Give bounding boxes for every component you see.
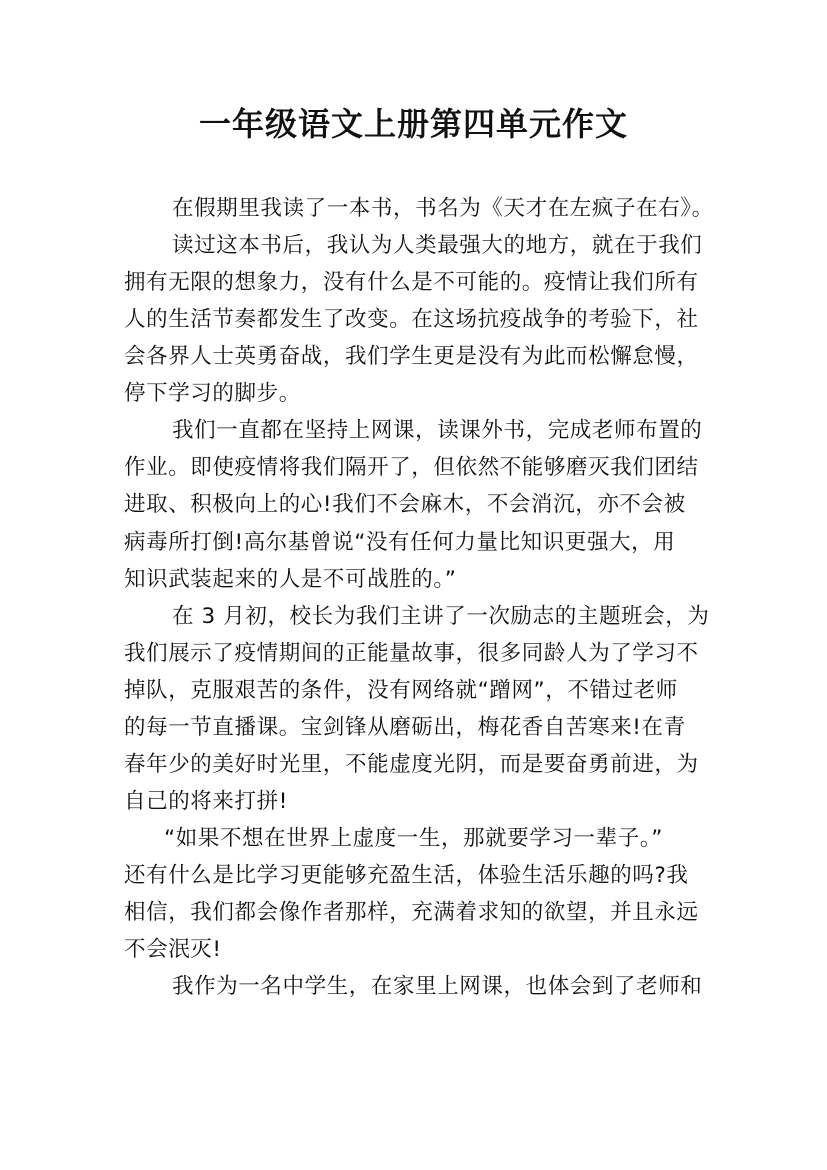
text-line: 掉队，克服艰苦的条件，没有网络就“蹭网”，不错过老师 <box>124 677 678 703</box>
text-line: 我们一直都在坚持上网课，读课外书，完成老师布置的 <box>172 418 703 444</box>
text-line: 在 3 月初，校长为我们主讲了一次励志的主题班会，为 <box>172 603 710 629</box>
text-line: 还有什么是比学习更能够充盈生活，体验生活乐趣的吗?我 <box>124 862 689 888</box>
text-line: 我们展示了疫情期间的正能量故事，很多同龄人为了学习不 <box>124 640 699 666</box>
text-line: 自己的将来打拼! <box>124 788 288 814</box>
text-line: 不会泯灭! <box>124 937 222 962</box>
text-line: 春年少的美好时光里，不能虚度光阴，而是要奋勇前进，为 <box>124 751 699 777</box>
text-line: 进取、积极向上的心!我们不会麻木，不会消沉，亦不会被 <box>124 492 686 518</box>
text-line: 读过这本书后，我认为人类最强大的地方，就在于我们 <box>172 233 703 259</box>
text-line: 人的生活节奏都发生了改变。在这场抗疫战争的考验下，社 <box>124 307 699 333</box>
text-line: 作业。即使疫情将我们隔开了，但依然不能够磨灭我们团结 <box>124 455 699 481</box>
text-line: 在假期里我读了一本书，书名为《天才在左疯子在右》。 <box>172 196 714 221</box>
text-line: 停下学习的脚步。 <box>124 381 301 407</box>
text-line: 病毒所打倒!高尔基曾说“没有任何力量比知识更强大，用 <box>124 529 676 555</box>
text-line: 我作为一名中学生，在家里上网课，也体会到了老师和 <box>172 974 703 999</box>
text-line: “如果不想在世界上虚度一生，那就要学习一辈子。” <box>164 825 663 851</box>
text-line: 知识武装起来的人是不可战胜的。” <box>124 566 457 592</box>
text-line: 拥有无限的想象力，没有什么是不可能的。疫情让我们所有 <box>124 270 699 296</box>
text-line: 会各界人士英勇奋战，我们学生更是没有为此而松懈怠慢， <box>124 344 699 370</box>
text-line: 相信，我们都会像作者那样，充满着求知的欲望，并且永远 <box>124 899 699 925</box>
document-title: 一年级语文上册第四单元作文 <box>198 105 628 143</box>
text-line: 的每一节直播课。宝剑锋从磨砺出，梅花香自苦寒来!在青 <box>124 714 686 740</box>
